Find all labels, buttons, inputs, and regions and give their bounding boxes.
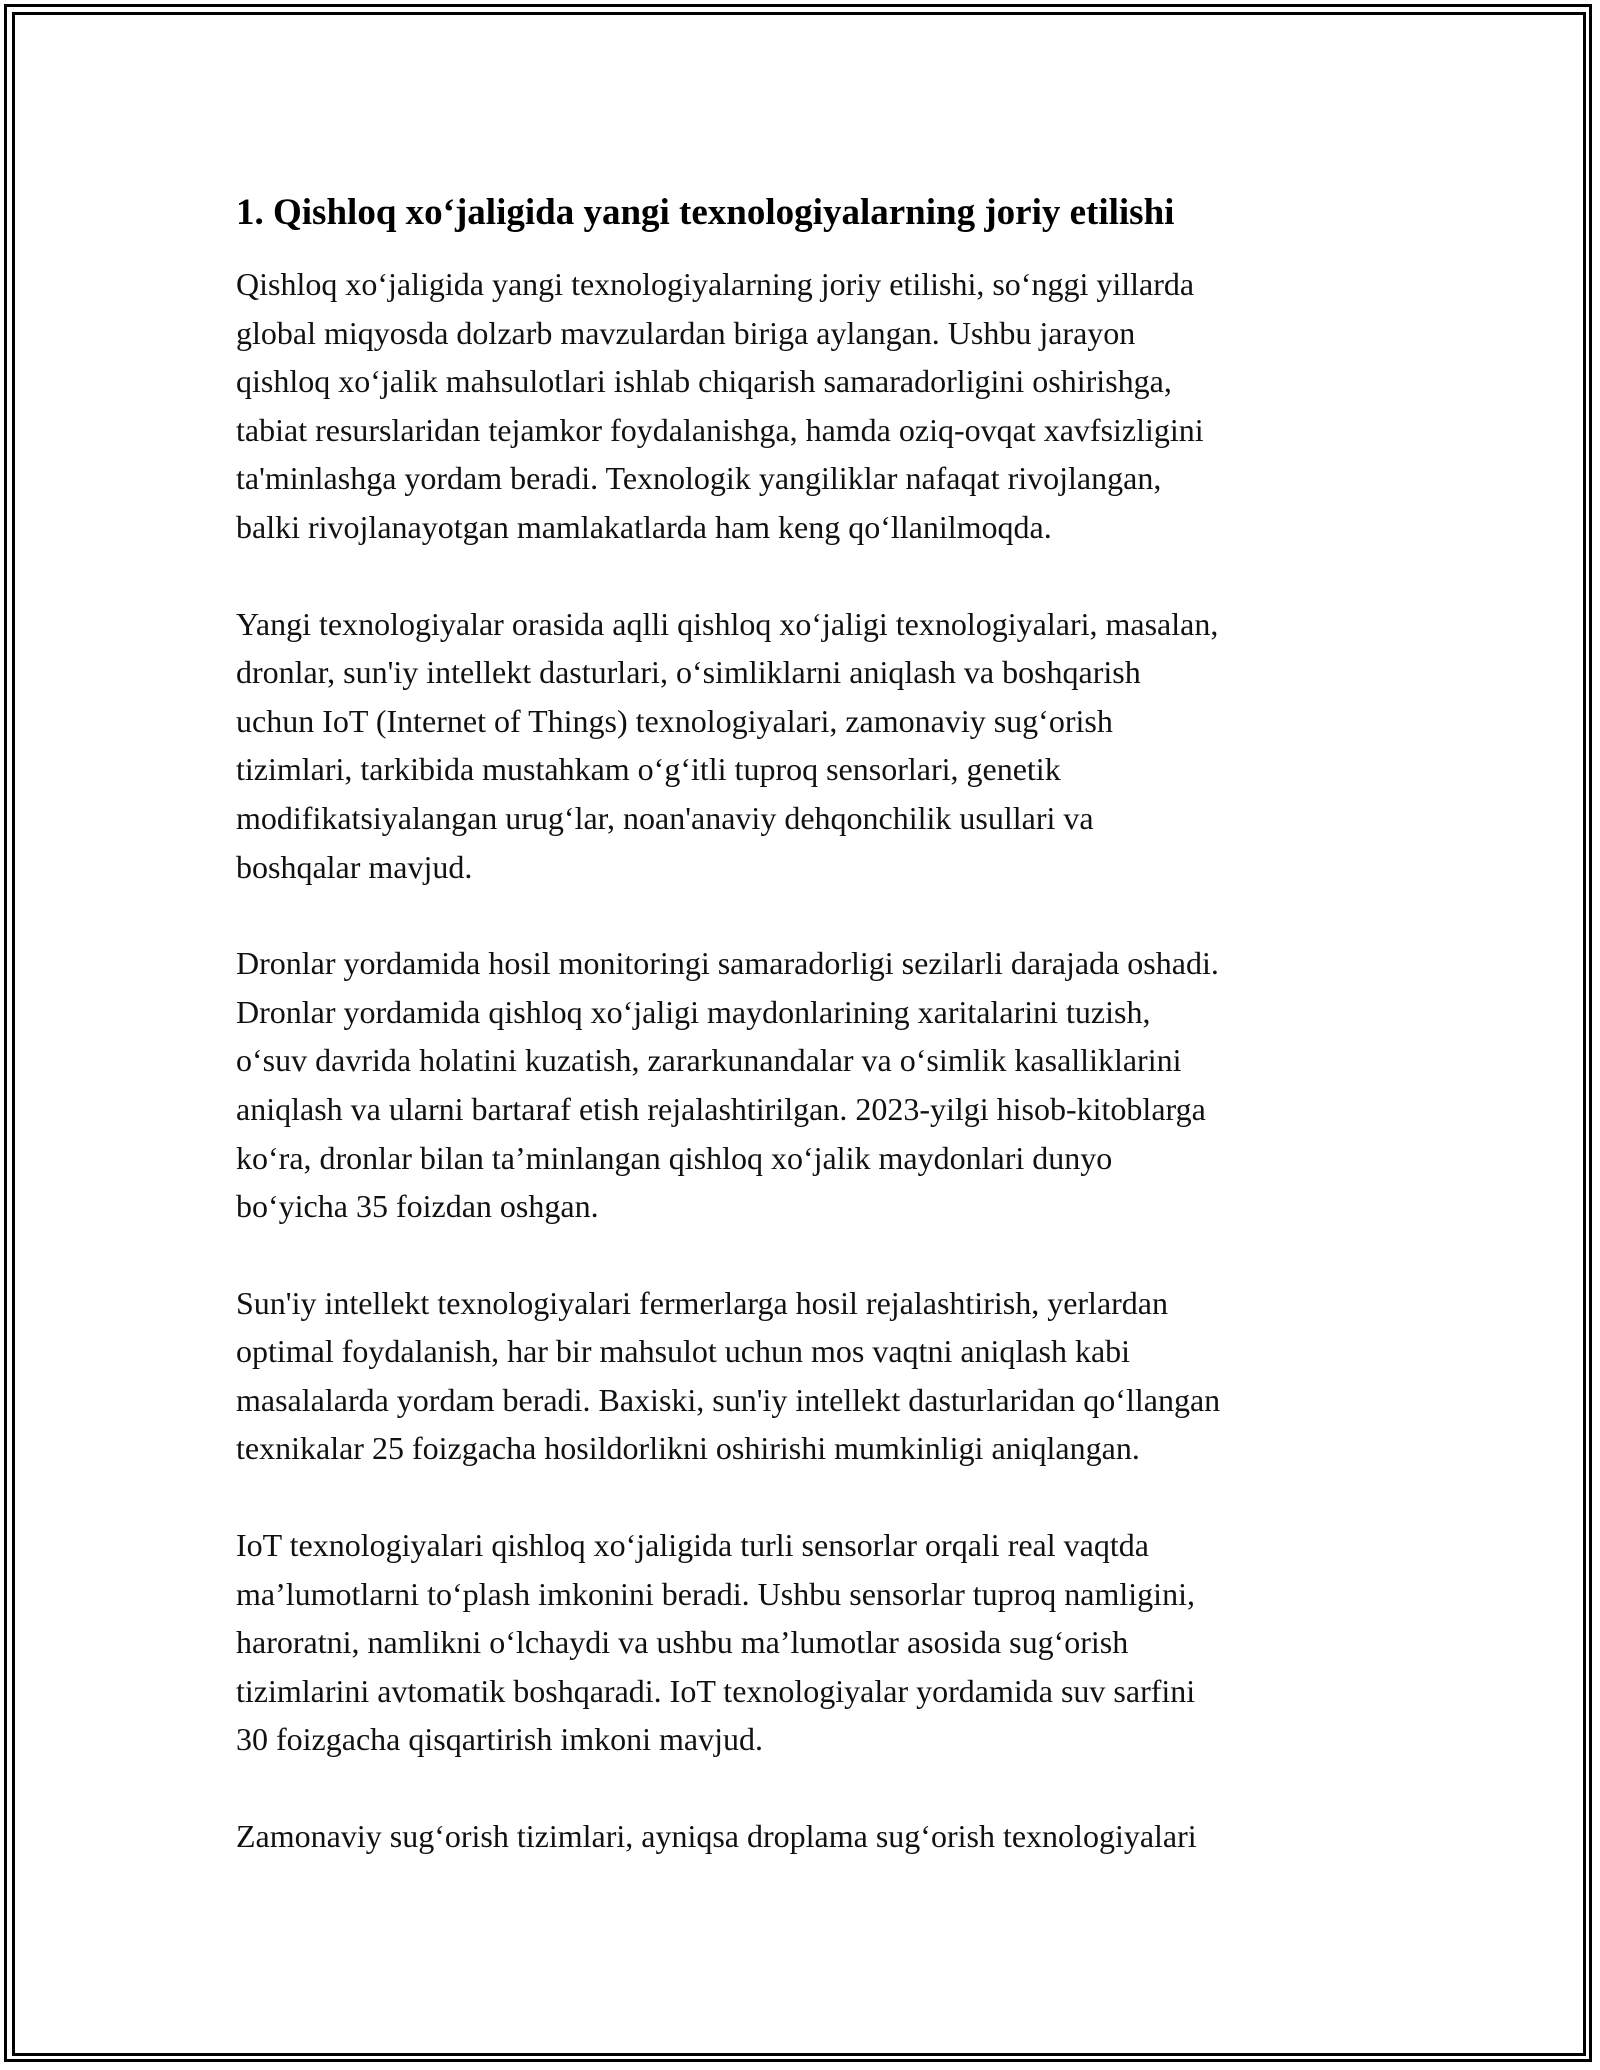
text-line: bo‘yicha 35 foizdan oshgan. xyxy=(236,1188,599,1225)
paragraph-2 xyxy=(236,600,1376,892)
text-line: Qishloq xo‘jaligida yangi texnologiyalarning joriy etilishi, so‘nggi yillarda xyxy=(236,266,1195,302)
text-line: balki rivojlanayotgan mamlakatlarda ham keng qo‘llanilmoqda. xyxy=(236,508,1052,545)
paragraph-6 xyxy=(236,1812,1376,1861)
paragraph-3 xyxy=(236,939,1376,1231)
text-line: ko‘ra, dronlar bilan ta’minlangan qishloq xo‘jalik maydonlari dunyo xyxy=(236,1139,1113,1176)
text-line: qishloq xo‘jalik mahsulotlari ishlab chiqarish samaradorligini oshirishga, xyxy=(236,363,1172,400)
text-line: aniqlash va ularni bartaraf etish rejalashtirilgan. 2023-yilgi hisob-kitoblarga xyxy=(236,1090,1206,1127)
paragraph-5 xyxy=(236,1521,1376,1764)
text-line: Dronlar yordamida qishloq xo‘jaligi maydonlarining xaritalarini tuzish, xyxy=(236,993,1151,1030)
text-line: modifikatsiyalangan urug‘lar, noan'anaviy dehqonchilik usullari va xyxy=(236,799,1094,836)
text-line: ma’lumotlarni to‘plash imkonini beradi. Ushbu sensorlar tuproq namligini, xyxy=(236,1575,1195,1612)
document-body xyxy=(236,188,1376,1861)
section-heading: 1. Qishloq xo‘jaligida yangi texnologiyalarning joriy etilishi xyxy=(236,192,1175,233)
text-line: 30 foizgacha qisqartirish imkoni mavjud. xyxy=(236,1721,763,1758)
text-line: tizimlari, tarkibida mustahkam o‘g‘itli tuproq sensorlari, genetik xyxy=(236,751,1061,788)
text-line: global miqyosda dolzarb mavzulardan biriga aylangan. Ushbu jarayon xyxy=(236,314,1136,351)
text-line: tizimlarini avtomatik boshqaradi. IoT texnologiyalar yordamida suv sarfini xyxy=(236,1672,1196,1709)
text-line: tabiat resurslaridan tejamkor foydalanishga, hamda oziq-ovqat xavfsizligini xyxy=(236,411,1204,448)
text-line: ta'minlashga yordam beradi. Texnologik yangiliklar nafaqat rivojlangan, xyxy=(236,460,1162,497)
paragraph-1 xyxy=(236,260,1376,552)
text-line: uchun IoT (Internet of Things) texnologiyalari, zamonaviy sug‘orish xyxy=(236,702,1113,739)
text-line: IoT texnologiyalari qishloq xo‘jaligida turli sensorlar orqali real vaqtda xyxy=(236,1527,1149,1564)
text-line: Yangi texnologiyalar orasida aqlli qishloq xo‘jaligi texnologiyalari, masalan, xyxy=(236,605,1219,642)
text-line: texnikalar 25 foizgacha hosildorlikni oshirishi mumkinligi aniqlangan. xyxy=(236,1430,1140,1467)
text-line: haroratni, namlikni o‘lchaydi va ushbu ma’lumotlar asosida sug‘orish xyxy=(236,1624,1129,1661)
text-line: masalalarda yordam beradi. Baxiski, sun'iy intellekt dasturlaridan qo‘llangan xyxy=(236,1381,1221,1418)
paragraph-list xyxy=(236,260,1376,1861)
text-line: o‘suv davrida holatini kuzatish, zararkunandalar va o‘simlik kasalliklarini xyxy=(236,1042,1182,1079)
paragraph-4 xyxy=(236,1279,1376,1473)
text-line: Dronlar yordamida hosil monitoringi samaradorligi sezilarli darajada oshadi. xyxy=(236,945,1219,982)
text-line: dronlar, sun'iy intellekt dasturlari, o‘simliklarni aniqlash va boshqarish xyxy=(236,654,1141,691)
text-line: Zamonaviy sug‘orish tizimlari, ayniqsa droplama sug‘orish texnologiyalari xyxy=(236,1818,1197,1855)
text-line: optimal foydalanish, har bir mahsulot uchun mos vaqtni aniqlash kabi xyxy=(236,1333,1131,1370)
text-line: Sun'iy intellekt texnologiyalari fermerlarga hosil rejalashtirish, yerlardan xyxy=(236,1284,1168,1321)
text-line: boshqalar mavjud. xyxy=(236,848,473,885)
